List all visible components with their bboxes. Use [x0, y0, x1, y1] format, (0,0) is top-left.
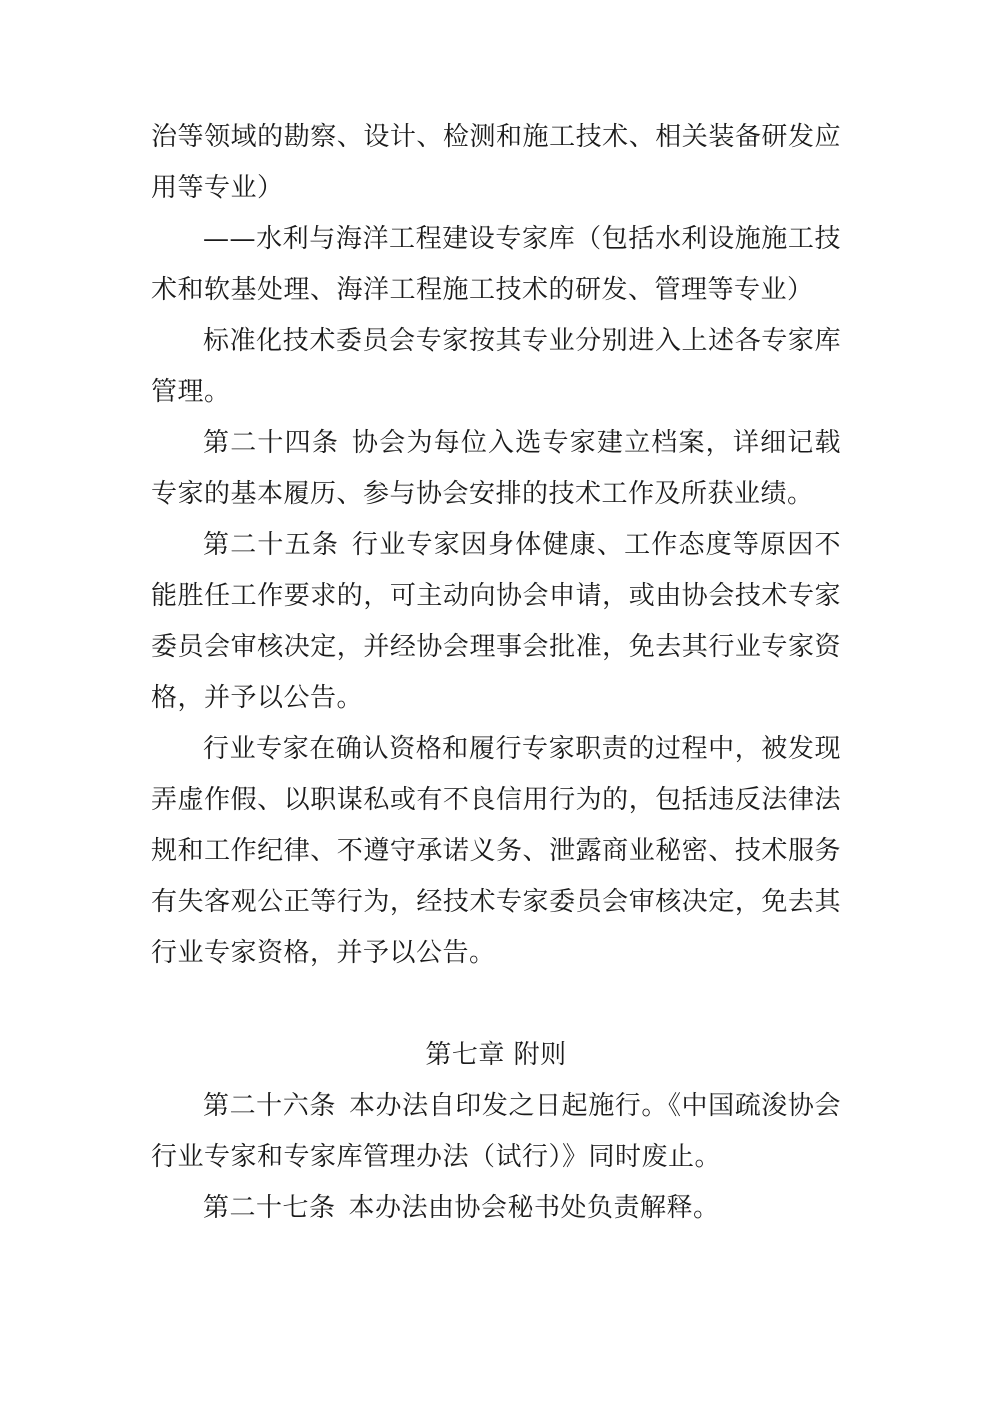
paragraph-article-24	[151, 418, 841, 520]
document-body	[151, 112, 841, 1234]
paragraph-standardization-committee	[151, 316, 841, 418]
paragraph-text: 本办法自印发之日起施行。《中国疏浚协会行业专家和专家库管理办法（试行）》同时废止。	[151, 1091, 841, 1172]
article-number: 第二十六条	[203, 1091, 336, 1121]
paragraph-text: 本办法由协会秘书处负责解释。	[348, 1193, 720, 1223]
paragraph-text: 行业专家在确认资格和履行专家职责的过程中，被发现弄虚作假、以职谋私或有不良信用行为的，包括违反法律法规和工作纪律、不遵守承诺义务、泄露商业秘密、技术服务有失客观公正等行为，经技术专家委员会审核决定，免去其行业专家资格，并予以公告。	[151, 734, 841, 968]
paragraph-continuation	[151, 112, 841, 214]
article-number: 第二十五条	[203, 530, 340, 560]
paragraph-article-25-clause-2	[151, 724, 841, 979]
paragraph-text: 协会为每位入选专家建立档案，详细记载专家的基本履历、参与协会安排的技术工作及所获业绩。	[151, 428, 841, 509]
paragraph-text: 治等领域的勘察、设计、检测和施工技术、相关装备研发应用等专业）	[151, 122, 841, 203]
paragraph-article-25	[151, 520, 841, 724]
paragraph-article-26	[151, 1081, 841, 1183]
article-number: 第二十四条	[203, 428, 340, 458]
paragraph-text: 行业专家因身体健康、工作态度等原因不能胜任工作要求的，可主动向协会申请，或由协会技术专家委员会审核决定，并经协会理事会批准，免去其行业专家资格，并予以公告。	[151, 530, 841, 713]
chapter-title: 第七章 附则	[425, 1040, 567, 1070]
article-number: 第二十七条	[203, 1193, 336, 1223]
paragraph-text: 标准化技术委员会专家按其专业分别进入上述各专家库管理。	[151, 326, 841, 407]
paragraph-article-27	[151, 1183, 841, 1234]
paragraph-water-ocean-expert-pool	[151, 214, 841, 316]
paragraph-text: ——水利与海洋工程建设专家库（包括水利设施施工技术和软基处理、海洋工程施工技术的研发、管理等专业）	[151, 224, 841, 305]
section-spacer	[151, 979, 841, 1030]
